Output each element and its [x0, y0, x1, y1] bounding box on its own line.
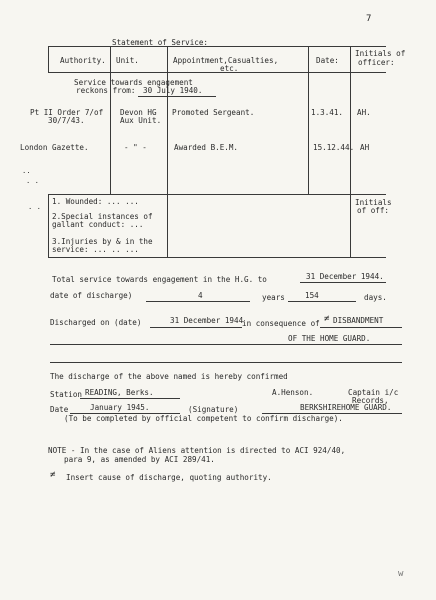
col-header-date: Date: [316, 56, 339, 65]
col-header-initials-2: officer: [358, 58, 395, 67]
aliens-note-1: NOTE - In the case of Aliens attention is directed to ACI 924/40, [48, 446, 346, 455]
casualty-divider-rule [167, 194, 168, 258]
casualty-bottom-rule [48, 257, 386, 258]
days-underline [288, 301, 356, 302]
casualty-left-rule [48, 194, 49, 258]
wounded-label: 1. Wounded: ... ... [52, 197, 139, 206]
row1-initials: AH. [357, 108, 371, 117]
signature-label: (Signature) [188, 405, 239, 414]
aliens-note-2: para 9, as amended by ACI 289/41. [64, 455, 215, 464]
insert-mark: ≠ [324, 314, 330, 324]
col-header-unit: Unit. [116, 56, 139, 65]
consequence-label: in consequence of [242, 319, 320, 328]
total-service-date: 31 December 1944. [306, 272, 384, 281]
reckons-underline [138, 96, 216, 97]
header-left-rule [48, 46, 49, 73]
row2-initials: AH [360, 143, 370, 152]
footnote-text: Insert cause of discharge, quoting authority. [66, 473, 272, 482]
confirmation-text: The discharge of the above named is hereby confirmed [50, 372, 288, 381]
confirmation-date: January 1945. [90, 403, 150, 412]
injuries-1: 3.Injuries by & in the [52, 237, 153, 246]
side-mark-3: . . [28, 202, 41, 211]
header-bottom-rule [48, 72, 386, 73]
footnote-mark: ≠ [50, 470, 56, 480]
station-underline [80, 398, 180, 399]
injuries-2: service: ... .. ... [52, 245, 139, 254]
row1-appointment: Promoted Sergeant. [172, 108, 255, 117]
discharged-on-label: Discharged on (date) [50, 318, 142, 327]
table-top-rule [48, 46, 386, 47]
years-value: 4 [198, 291, 203, 300]
discharged-date: 31 December 1944 [170, 316, 244, 325]
unit-column-rule [167, 46, 168, 194]
casualty-initials-1: Initials [355, 198, 392, 207]
col-header-appointment-2: etc. [220, 64, 239, 73]
col-header-initials: Initials of [355, 49, 406, 58]
col-header-appointment: Appointment,Casualties, [173, 56, 279, 65]
row1-unit: Devon HG [120, 108, 157, 117]
reason-underline-2 [50, 344, 402, 345]
row2-date: 15.12.44. [313, 143, 355, 152]
confirming-unit: BERKSHIREHOME GUARD. [300, 403, 392, 412]
section-separator [50, 362, 402, 363]
authority-column-rule [110, 46, 111, 194]
confirmation-note: (To be completed by official competent to confirm discharge). [64, 414, 343, 423]
officer-name: A.Henson. [272, 388, 314, 397]
officer-rank: Captain i/c [348, 388, 399, 397]
row2-unit: - " - [124, 143, 147, 152]
years-underline [146, 301, 250, 302]
station-label: Station [50, 390, 83, 399]
special-instances-2: gallant conduct: ... [52, 220, 144, 229]
appointment-column-rule [308, 46, 309, 194]
discharge-date-label: date of discharge) [50, 291, 133, 300]
row2-appointment: Awarded B.E.M. [174, 143, 239, 152]
days-value: 154 [305, 291, 319, 300]
total-service-label: Total service towards engagement in the H.G. to [52, 275, 267, 284]
page-number-mark: 7 [366, 14, 372, 24]
discharged-date-underline [150, 327, 242, 328]
row1-unit-2: Aux Unit. [120, 116, 162, 125]
years-label: years [262, 293, 285, 302]
statement-title: Statement of Service: [112, 38, 209, 47]
discharge-reason-2: OF THE HOME GUARD. [288, 334, 371, 343]
row1-date: 1.3.41. [311, 108, 344, 117]
casualty-top-rule [48, 194, 386, 195]
row1-authority-2: 30/7/43. [48, 116, 85, 125]
discharge-reason-1: DISBANDMENT [333, 316, 384, 325]
row1-authority: Pt II Order 7/of [30, 108, 104, 117]
reckons-label: reckons from: [76, 86, 136, 95]
special-instances-1: 2.Special instances of [52, 212, 153, 221]
side-mark-1: .. [22, 166, 31, 175]
total-service-date-underline [300, 282, 386, 283]
row2-authority: London Gazette. [20, 143, 89, 152]
reason-underline-1 [320, 327, 402, 328]
records-label: Records, [352, 396, 389, 405]
corner-pencil-mark: w [398, 569, 404, 579]
date-label: Date [50, 405, 69, 414]
casualty-initials-2: of off: [357, 206, 390, 215]
side-mark-2: . . [26, 176, 39, 185]
station-value: READING, Berks. [85, 388, 154, 397]
col-header-authority: Authority. [60, 56, 106, 65]
reckons-date: 30 July 1940. [143, 86, 203, 95]
reckons-line-1: Service towards engagement [74, 78, 193, 87]
days-label: days. [364, 293, 387, 302]
